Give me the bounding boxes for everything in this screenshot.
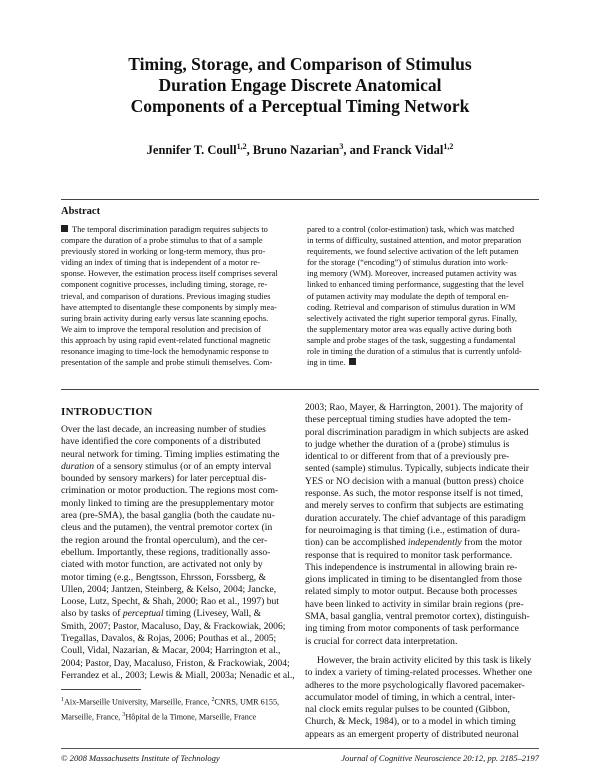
abstract-line	[61, 302, 294, 313]
intro-line: nal clock emits regular pulses to be counted (Gibbon,	[305, 704, 510, 716]
abstract-line	[61, 279, 294, 290]
intro-line: Tregallas, Davalos, & Rojas, 2006; Pouthas et al., 2005;	[61, 633, 277, 645]
abstract-line	[61, 224, 294, 235]
emphasized-word: independently	[407, 537, 462, 549]
intro-line: for neuroimaging is that timing (i.e., estimation of dura-	[305, 524, 521, 536]
abstract-line-text: suring brain activity during early versus late scanning epochs.	[61, 313, 269, 323]
footnote-marker: 3	[122, 711, 126, 718]
abstract-line	[61, 291, 294, 302]
abstract-line-text: ing in time.	[307, 358, 346, 368]
intro-line: response that is required to monitor task performance.	[305, 549, 513, 561]
abstract-line	[307, 246, 540, 257]
intro-line: gions implicated in timing to be disentangled from those	[305, 574, 522, 586]
abstract-line-text: previously stored in working or long-term memory, thus pro-	[61, 247, 266, 257]
abstract-line-text: this approach by using rapid event-related functional magnetic	[61, 335, 271, 345]
footnote-marker: 1	[61, 697, 64, 703]
abstract-line-text: the supplementary motor area was equally active during both	[307, 324, 512, 334]
abstract-line-text: The temporal discrimination paradigm requires subjects to	[72, 225, 268, 234]
intro-line: and merely serves to confirm that subjects are estimating	[305, 500, 524, 512]
abstract-line	[61, 235, 294, 246]
footnote-text: Hôpital de la Timone, Marseille, France	[125, 712, 257, 722]
intro-line: Loose, Lutz, Specht, & Shah, 2000; Rao et al., 1997) but	[61, 596, 279, 608]
intro-line: SMA, basal ganglia, ventral premotor cortex), distinguish-	[305, 611, 530, 623]
abstract-line-text: role in timing the duration of a stimulus that is currently unfold-	[307, 347, 522, 357]
intro-line: This independence is instrumental in allowing brain re-	[305, 561, 518, 573]
abstract-line-text: pared to a control (color-estimation) task, which was matched	[307, 225, 515, 234]
footnote-text: CNRS, UMR 6155,	[214, 697, 280, 707]
abstract-line-text: presentation of the sample and probe stimuli themselves. Com-	[61, 358, 273, 368]
journal-citation: Journal of Cognitive Neuroscience 20:12, pp. 2185–2197	[341, 753, 539, 763]
abstract-line	[307, 313, 540, 324]
abstract-line-text: in terms of difficulty, sustained attention, and motor preparation	[307, 236, 522, 246]
author-affiliation: 1,2	[236, 142, 247, 151]
introduction-left-column	[61, 424, 301, 682]
intro-line: to index a variety of timing-related processes. Whether one	[305, 667, 533, 679]
abstract-line	[307, 357, 540, 368]
intro-line: these perceptual timing studies have adopted the tem-	[305, 414, 511, 426]
abstract-line	[61, 357, 294, 368]
intro-line: sented (sample) stimulus. Typically, subjects indicate their	[305, 463, 529, 475]
abstract-line-text: linked to enhanced timing performance, suggesting that the level	[307, 280, 524, 290]
footnote-text: Marseille, France,	[61, 712, 123, 722]
intro-line: the region around the frontal operculum), and the cer-	[61, 534, 268, 546]
abstract-line-text: resonance imaging to time-lock the hemodynamic response to	[61, 347, 269, 357]
abstract-line	[61, 335, 294, 346]
abstract-line-text: sample and probe stages of the task, suggesting a fundamental	[307, 335, 516, 345]
abstract-line	[61, 246, 294, 257]
intro-line: However, the brain activity elicited by this task is likely	[317, 654, 532, 666]
abstract-right-column	[307, 224, 540, 368]
intro-line: have identified the core components of a distributed	[61, 436, 261, 448]
intro-line: 2004; Pastor, Day, Macaluso, Friston, & Frackowiak, 2004;	[61, 657, 290, 669]
intro-line: Coull, Vidal, Nazarian, & Macar, 2004; Harrington et al.,	[61, 645, 281, 657]
footnote-rule	[61, 689, 141, 690]
affiliation-footnote	[61, 694, 297, 723]
abstract-line	[307, 235, 540, 246]
author-name: Bruno Nazarian	[252, 143, 340, 158]
intro-line: ebellum. Importantly, these regions, traditionally asso-	[61, 546, 271, 558]
end-of-abstract-icon	[349, 358, 356, 365]
intro-line: tion) can be accomplished independently from the motor	[305, 537, 523, 549]
abstract-line	[307, 302, 540, 313]
abstract-line-text: We aim to improve the temporal resolution and precision of	[61, 324, 262, 334]
abstract-line-text: ing memory (WM). Moreover, increased putamen activity was	[307, 269, 517, 279]
abstract-line	[61, 257, 294, 268]
intro-line: Ullen, 2004; Jantzen, Steinberg, & Kelso, 2004; Jancke,	[61, 583, 277, 595]
title-line: Timing, Storage, and Comparison of Stimulus	[128, 54, 472, 74]
abstract-line-text: for the storage (“encoding”) of stimulus duration into work-	[307, 258, 508, 268]
footnote-text: Aix-Marseille University, Marseille, France,	[64, 697, 212, 707]
author-affiliation: 3	[339, 142, 344, 151]
abstract-line-text: viding an index of timing that is independent of a motor re-	[61, 258, 260, 268]
footer-rule	[61, 748, 539, 749]
abstract-line	[61, 268, 294, 279]
intro-line: adheres to the more psychologically flavored pacemaker-	[305, 679, 525, 691]
intro-line: ing timing from motor components of task performance	[305, 623, 519, 635]
title-line: Components of a Perceptual Timing Network	[130, 96, 470, 116]
author-separator: ,	[246, 143, 253, 158]
intro-line: crimination or motor production. The regions most com-	[61, 485, 279, 497]
emphasized-word: perceptual	[122, 608, 164, 620]
intro-line: Ferrandez et al., 2003; Lewis & Miall, 2003a; Nenadic et al.,	[61, 669, 295, 681]
intro-line: also by tasks of perceptual timing (Livesey, Wall, &	[61, 608, 262, 620]
intro-line: response. As such, the motor response itself is not timed,	[305, 488, 523, 500]
intro-line: YES or NO decision with a manual (button press) choice	[305, 475, 524, 487]
abstract-line	[307, 279, 540, 290]
paper-title	[70, 54, 530, 117]
abstract-line-text: compare the duration of a probe stimulus to that of a sample	[61, 236, 263, 246]
abstract-line	[61, 346, 294, 357]
abstract-line	[307, 335, 540, 346]
abstract-line-text: requirements, we found selective activation of the left putamen	[307, 247, 519, 257]
author-affiliation: 1,2	[443, 142, 454, 151]
intro-line: poral discrimination paradigm in which subjects are asked	[305, 426, 529, 438]
author-name: Franck Vidal	[372, 143, 444, 158]
intro-line: bounded by sensory markers) for later perceptual dis-	[61, 473, 267, 485]
abstract-line	[307, 291, 540, 302]
intro-line: neural network for timing. Timing implies estimating the	[61, 448, 280, 460]
introduction-right-column	[305, 402, 541, 741]
abstract-line-text: component cognitive processes, including timing, storage, re-	[61, 280, 268, 290]
abstract-left-column	[61, 224, 294, 368]
abstract-line-text: trieval, and comparison of durations. Previous imaging studies	[61, 291, 271, 301]
abstract-line	[307, 257, 540, 268]
abstract-line	[307, 268, 540, 279]
intro-line: duration accurately. The chief advantage of this paradigm	[305, 512, 526, 524]
abstract-line	[61, 324, 294, 335]
intro-line: Over the last decade, an increasing number of studies	[61, 424, 266, 435]
author-list	[40, 142, 560, 158]
intro-line: is crucial for correct data interpretation.	[305, 635, 458, 647]
intro-line: to judge whether the duration of a (probe) stimulus is	[305, 438, 510, 450]
introduction-heading: INTRODUCTION	[61, 406, 153, 418]
intro-line: area (pre-SMA), the basal ganglia (both the caudate nu-	[61, 510, 275, 522]
intro-line: ciated with motor function, are activated not only by	[61, 559, 263, 571]
abstract-top-rule	[61, 199, 539, 200]
footnote-marker: 2	[211, 697, 215, 703]
intro-line: related simply to motor output. Because both processes	[305, 586, 518, 598]
abstract-heading: Abstract	[61, 206, 101, 217]
intro-line: monly linked to timing are the presupplementary motor	[61, 497, 274, 509]
intro-line: motor timing (e.g., Bengtsson, Ehrsson, Forssberg, &	[61, 571, 267, 583]
abstract-line-text: coding. Retrieval and comparison of stimulus duration in WM	[307, 302, 516, 312]
abstract-line	[61, 313, 294, 324]
paragraph-marker-icon	[61, 225, 68, 232]
emphasized-word: duration	[61, 460, 95, 472]
intro-line: Church, & Meck, 1984), or to a model in which timing	[305, 716, 516, 728]
paragraph-gap	[305, 648, 541, 655]
abstract-line-text: of putamen activity may modulate the depth of temporal en-	[307, 291, 509, 301]
intro-line: 2003; Rao, Mayer, & Harrington, 2001). The majority of	[305, 402, 523, 413]
intro-line: accumulator model of timing, in which a central, inter-	[305, 691, 516, 703]
abstract-bottom-rule	[61, 389, 539, 390]
intro-line: appears as an emergent property of distributed neuronal	[305, 728, 519, 740]
abstract-line	[307, 346, 540, 357]
author-name: Jennifer T. Coull	[146, 143, 237, 158]
abstract-line-text: sponse. However, the estimation process itself comprises several	[61, 269, 278, 279]
intro-line: cleus and the putamen), the ventral premotor cortex (in	[61, 522, 273, 534]
intro-line: have been linked to activity in similar brain regions (pre-	[305, 598, 524, 610]
author-separator: , and	[343, 143, 373, 158]
intro-line: Smith, 2007; Pastor, Macaluso, Day, & Frackowiak, 2006;	[61, 620, 286, 632]
abstract-line-text: selectively activated the right superior temporal gyrus. Finally,	[307, 313, 517, 323]
abstract-line	[307, 324, 540, 335]
abstract-line	[307, 224, 540, 235]
intro-line: identical to or different from that of a previously pre-	[305, 451, 510, 463]
title-line: Duration Engage Discrete Anatomical	[158, 75, 442, 95]
intro-line: duration of a sensory stimulus (or of an empty interval	[61, 460, 272, 472]
copyright-notice: © 2008 Massachusetts Institute of Technology	[61, 753, 220, 763]
abstract-line-text: have attempted to disentangle these components by simply mea-	[61, 302, 277, 312]
